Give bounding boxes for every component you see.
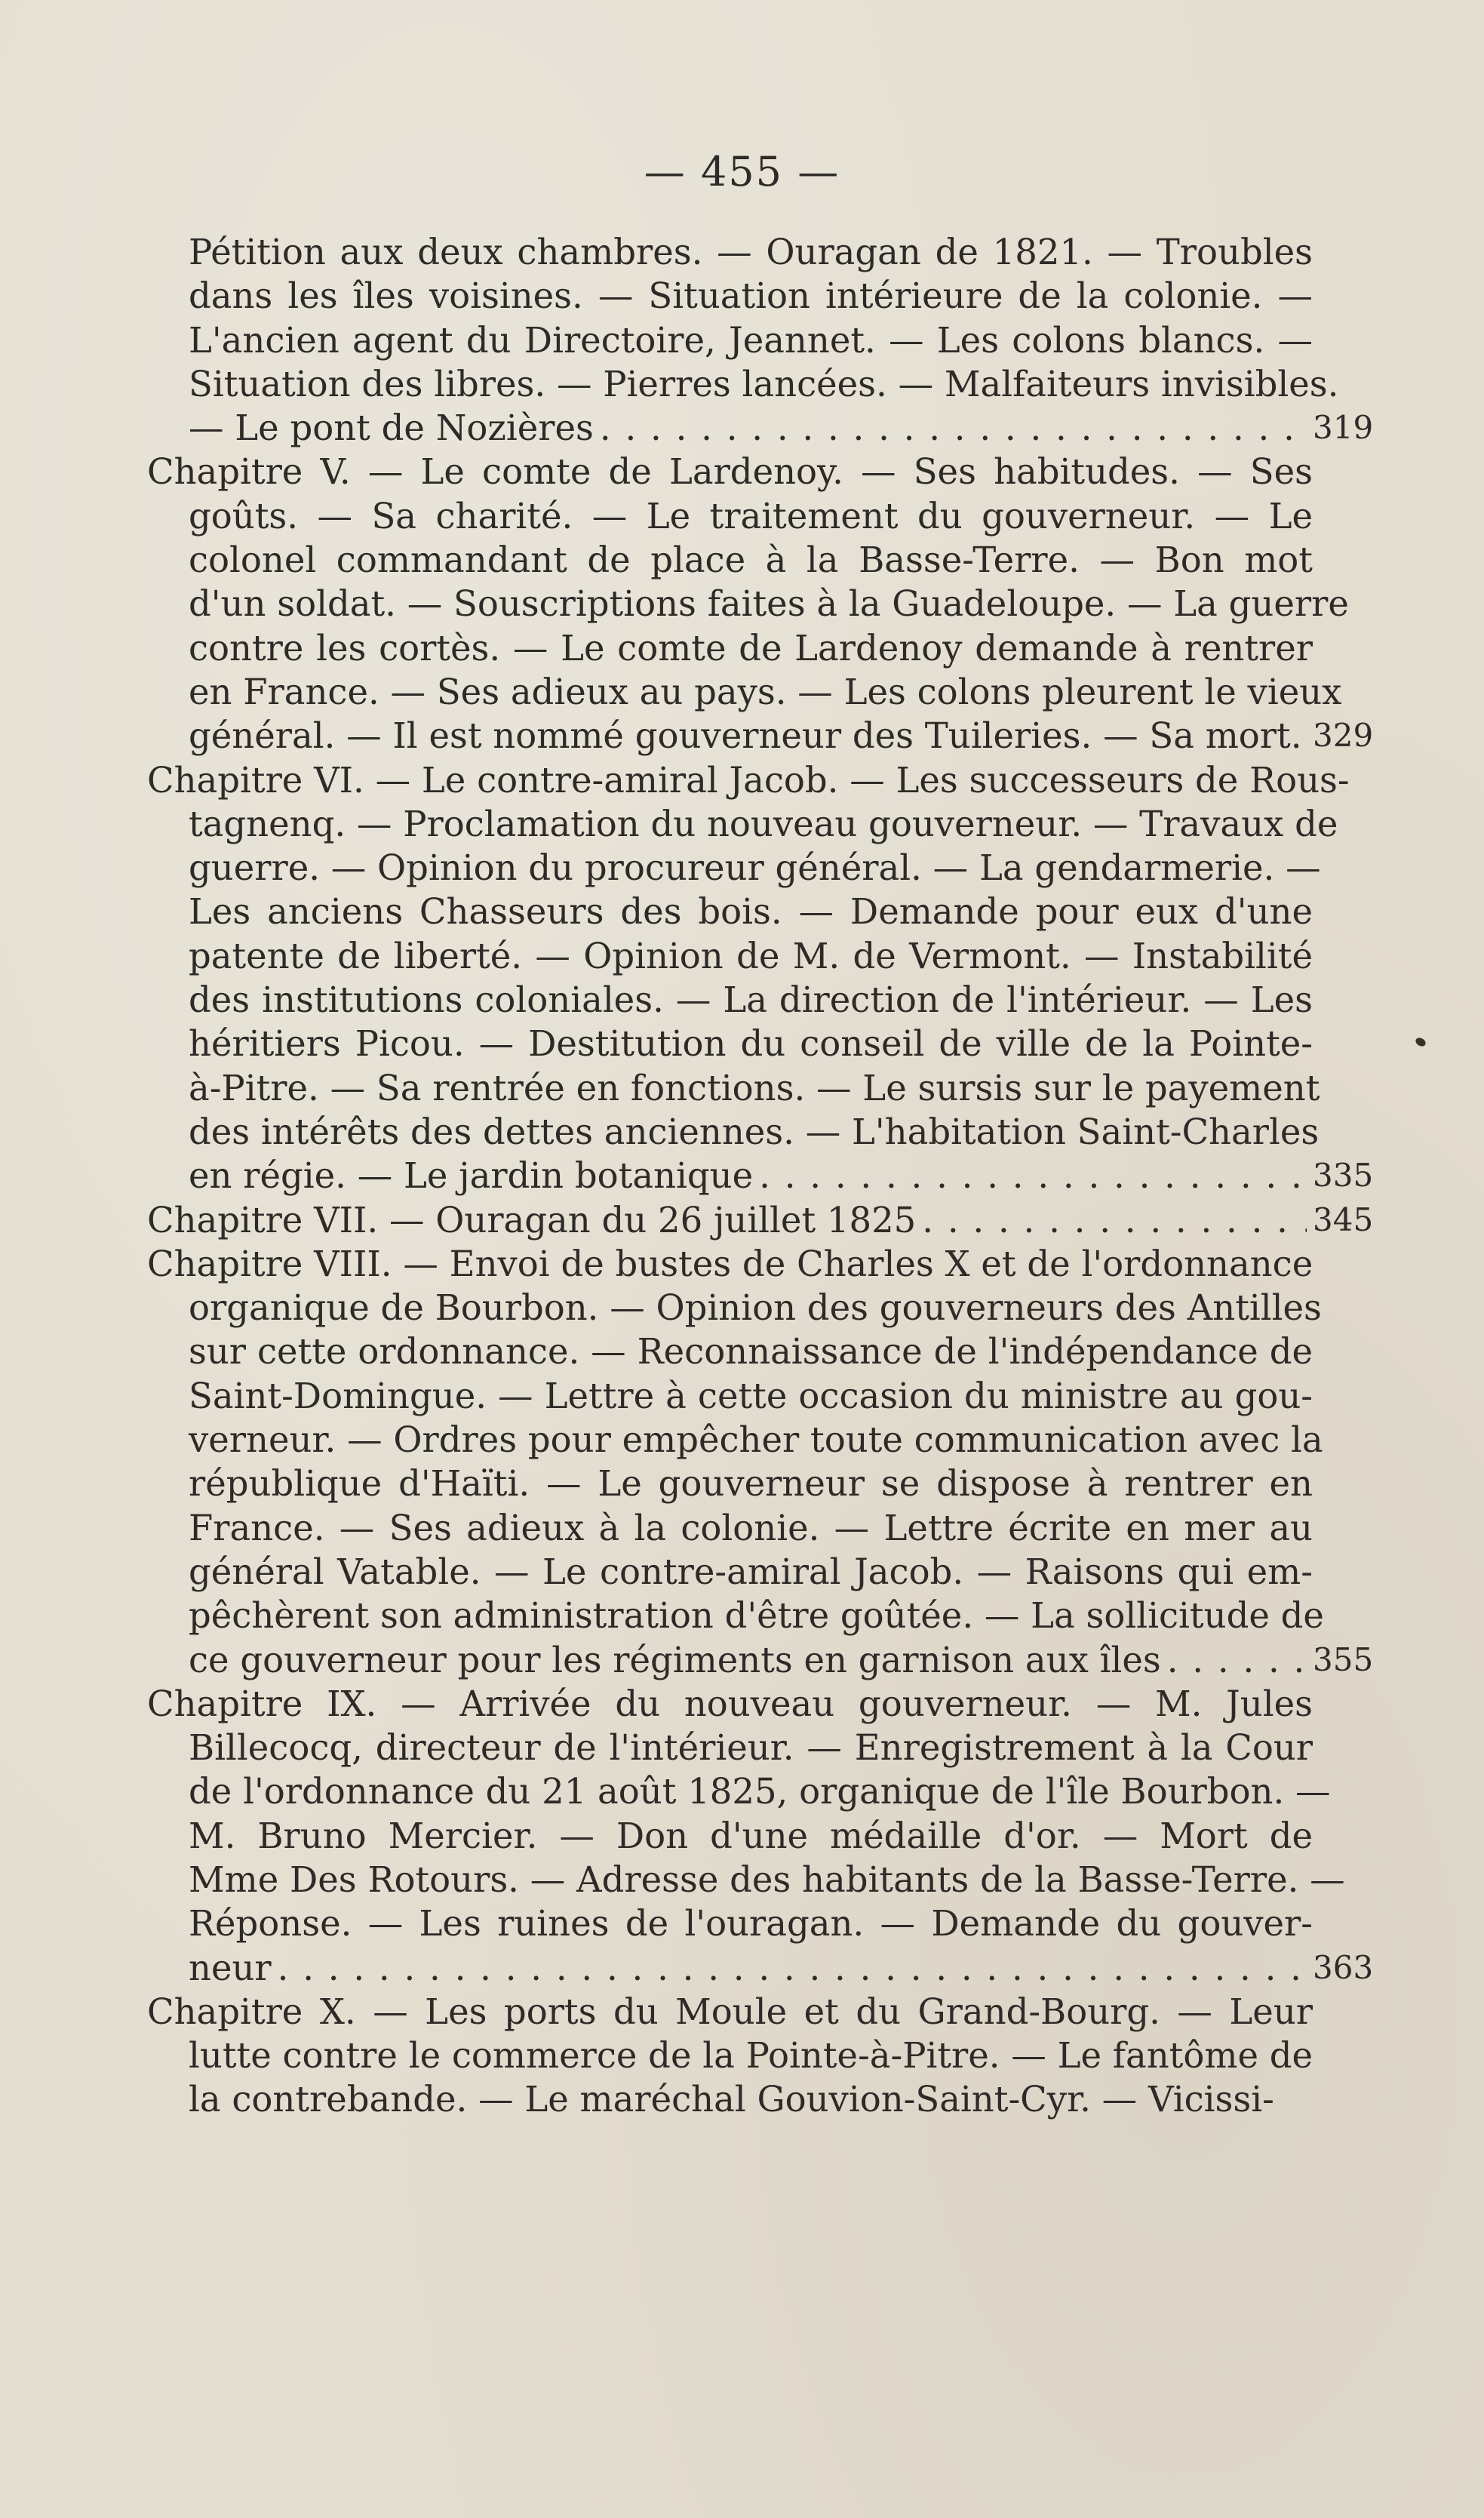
dot-leader — [759, 1154, 1307, 1198]
page-reference: 319 — [1313, 409, 1374, 447]
page-number: — 455 — — [644, 148, 840, 195]
toc-line: la contrebande. — Le maréchal Gouvion-Saint-Cyr. — Vicissi- — [189, 2079, 1274, 2120]
toc-line-text: en régie. — Le jardin botanique — [189, 1155, 754, 1197]
toc-line: patente de liberté. — Opinion de M. de Vermont. — Instabilité — [189, 935, 1313, 976]
toc-line-text: neur — [189, 1947, 272, 1988]
dot-leader — [278, 1946, 1307, 1990]
toc-line: héritiers Picou. — Destitution du conseil de ville de la Pointe- — [189, 1023, 1313, 1065]
ink-speck — [1414, 1036, 1427, 1048]
toc-line: Saint-Domingue. — Lettre à cette occasion du ministre au gou- — [189, 1375, 1313, 1416]
toc-entry-chapitre-x — [147, 1990, 1313, 2122]
page-reference: 345 — [1313, 1201, 1374, 1238]
page-reference: 335 — [1313, 1157, 1374, 1194]
toc-line: Les anciens Chasseurs des bois. — Demande pour eux d'une — [189, 891, 1313, 933]
toc-line: Billecocq, directeur de l'intérieur. — Enregistrement à la Cour — [189, 1727, 1313, 1769]
toc-entry-chapitre-viii — [147, 1242, 1374, 1682]
toc-line: contre les cortès. — Le comte de Lardenoy demande à rentrer — [189, 627, 1313, 669]
toc-line: Réponse. — Les ruines de l'ouragan. — Demande du gouver- — [189, 1903, 1313, 1945]
toc-line: guerre. — Opinion du procureur général. — La gendarmerie. — — [189, 847, 1321, 889]
toc-line: Pétition aux deux chambres. — Ouragan de 1821. — Troubles — [189, 232, 1313, 272]
toc-line: de l'ordonnance du 21 août 1825, organique de l'île Bourbon. — — [189, 1771, 1331, 1812]
toc-line: des intérêts des dettes anciennes. — L'habitation Saint-Charles — [189, 1111, 1320, 1152]
toc-line: Chapitre VIII. — Envoi de bustes de Charles X et de l'ordonnance — [147, 1243, 1313, 1284]
dot-leader — [1167, 1638, 1307, 1682]
toc-line: en France. — Ses adieux au pays. — Les colons pleurent le vieux — [189, 671, 1342, 712]
toc-line — [147, 1198, 1374, 1242]
toc-line — [147, 1154, 1374, 1198]
toc-line: des institutions coloniales. — La direction de l'intérieur. — Les — [189, 979, 1313, 1021]
toc-entry-cont — [147, 230, 1374, 450]
toc-line: Chapitre V. — Le comte de Lardenoy. — Ses habitudes. — Ses — [147, 451, 1313, 493]
toc-entry-chapitre-vii — [147, 1198, 1374, 1242]
toc-line: pêchèrent son administration d'être goûtée. — La sollicitude de — [189, 1595, 1324, 1637]
toc-line: dans les îles voisines. — Situation intérieure de la colonie. — — [189, 275, 1313, 317]
toc-line-text: ce gouverneur pour les régiments en garnison aux îles — [189, 1639, 1161, 1680]
toc-line — [147, 406, 1374, 450]
dot-leader — [922, 1198, 1307, 1242]
toc-line: d'un soldat. — Souscriptions faites à la Guadeloupe. — La guerre — [189, 583, 1349, 625]
toc-line: tagnenq. — Proclamation du nouveau gouverneur. — Travaux de — [189, 803, 1338, 844]
toc-line: Chapitre IX. — Arrivée du nouveau gouverneur. — M. Jules — [147, 1683, 1313, 1724]
toc-line: verneur. — Ordres pour empêcher toute communication avec la — [189, 1419, 1323, 1461]
toc-line: Mme Des Rotours. — Adresse des habitants de la Basse-Terre. — — [189, 1859, 1345, 1900]
toc-line: république d'Haïti. — Le gouverneur se dispose à rentrer en — [189, 1463, 1313, 1505]
toc-line: Situation des libres. — Pierres lancées. — Malfaiteurs invisibles. — [189, 363, 1339, 404]
page-reference: 329 — [1313, 717, 1374, 755]
toc-entry-chapitre-vi — [147, 758, 1374, 1198]
toc-line: organique de Bourbon. — Opinion des gouverneurs des Antilles — [189, 1287, 1322, 1329]
toc-line: Chapitre X. — Les ports du Moule et du Grand-Bourg. — Leur — [147, 1991, 1313, 2032]
toc-line — [147, 1638, 1374, 1682]
toc-line-text: Chapitre VII. — Ouragan du 26 juillet 1825 — [147, 1199, 917, 1241]
toc-line: général. — Il est nommé gouverneur des Tuileries. — Sa mort. 329 — [147, 714, 1313, 758]
table-of-contents — [147, 230, 1374, 2122]
toc-line: Chapitre VI. — Le contre-amiral Jacob. — Les successeurs de Rous- — [147, 759, 1350, 801]
toc-line-text: — Le pont de Nozières — [189, 407, 594, 449]
toc-line: M. Bruno Mercier. — Don d'une médaille d'or. — Mort de — [189, 1815, 1313, 1856]
toc-entry-chapitre-v — [147, 450, 1374, 758]
page-reference: 355 — [1313, 1640, 1374, 1678]
page-reference: 363 — [1313, 1948, 1374, 1986]
toc-entry-chapitre-ix — [147, 1682, 1374, 1990]
toc-line: lutte contre le commerce de la Pointe-à-Pitre. — Le fantôme de — [189, 2035, 1313, 2077]
toc-line: général Vatable. — Le contre-amiral Jacob. — Raisons qui em- — [189, 1551, 1313, 1592]
toc-line: L'ancien agent du Directoire, Jeannet. — Les colons blancs. — — [189, 319, 1313, 361]
dot-leader — [600, 406, 1307, 450]
toc-line — [147, 1946, 1374, 1990]
toc-line: goûts. — Sa charité. — Le traitement du gouverneur. — Le — [189, 495, 1313, 536]
toc-line: à-Pitre. — Sa rentrée en fonctions. — Le sursis sur le payement — [189, 1067, 1320, 1108]
toc-line: France. — Ses adieux à la colonie. — Lettre écrite en mer au — [189, 1507, 1313, 1548]
toc-line: sur cette ordonnance. — Reconnaissance de l'indépendance de — [189, 1331, 1313, 1373]
toc-line: colonel commandant de place à la Basse-Terre. — Bon mot — [189, 540, 1313, 581]
